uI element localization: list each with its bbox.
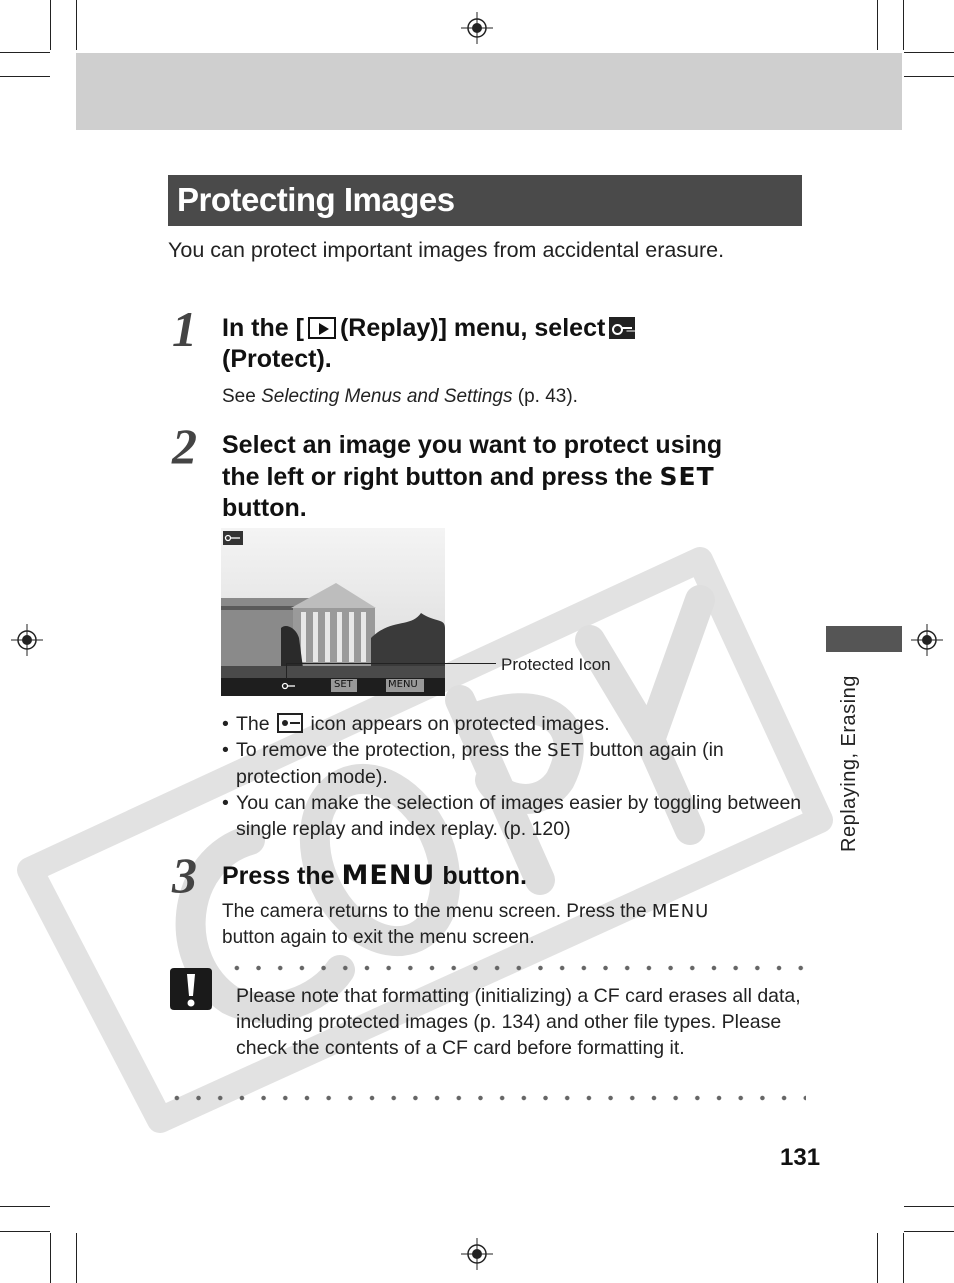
- crop-mark: [904, 76, 954, 77]
- set-button-glyph: SET: [547, 740, 584, 761]
- bullet-text: To remove the protection, press the: [236, 739, 542, 761]
- step-heading-text: Select an image you want to protect using: [222, 431, 723, 459]
- crop-mark: [0, 76, 50, 77]
- crop-mark: [877, 0, 878, 50]
- cross-reference: Selecting Menus and Settings: [261, 386, 513, 407]
- step-bullets: [222, 711, 802, 842]
- page-number: 131: [780, 1144, 821, 1171]
- dotted-divider: [226, 965, 806, 971]
- bullet-text: You can make the selection of images easier by toggling between single replay and index replay. (p. 120): [236, 792, 802, 840]
- section-label: Replaying, Erasing: [838, 675, 860, 852]
- crop-mark: [877, 1233, 878, 1283]
- step-number: 1: [172, 301, 197, 357]
- notice-text: Please note that formatting (initializing) a CF card erases all data, including protected images (p. 134) and other file types. Please check the contents of a CF card before formatting it.: [236, 985, 801, 1059]
- protect-key-icon: [609, 317, 635, 339]
- bullet-text: The: [236, 713, 270, 735]
- crop-mark: [0, 52, 50, 53]
- crop-mark: [903, 1233, 904, 1283]
- camera-screen-image: [221, 528, 445, 696]
- bullet-text: icon appears on protected images.: [310, 713, 610, 735]
- step-heading-text: (Replay)] menu, select: [339, 314, 606, 342]
- header-band: [76, 53, 902, 130]
- step-heading-text: Press the: [222, 862, 335, 890]
- step-heading: [222, 860, 527, 892]
- bullet-text: button again (in protection mode).: [236, 739, 724, 788]
- crop-mark: [0, 1231, 50, 1232]
- crop-mark: [50, 1233, 51, 1283]
- exclamation-icon: [168, 966, 214, 1012]
- page-title-bar: [168, 175, 802, 226]
- step-subtext: [222, 384, 578, 410]
- set-button-glyph: SET: [659, 462, 715, 491]
- page-title: Protecting Images: [177, 181, 455, 218]
- sub-text: (p. 43).: [512, 386, 578, 407]
- step-heading-text: In the [: [222, 314, 304, 342]
- crop-mark: [0, 1206, 50, 1207]
- crop-mark: [904, 52, 954, 53]
- crop-mark: [904, 1231, 954, 1232]
- step-heading-text: button.: [442, 862, 527, 890]
- building-photo: [221, 528, 445, 696]
- crop-mark: [903, 0, 904, 50]
- bullet-item: [222, 711, 802, 737]
- section-tab: [826, 626, 902, 652]
- step-number: 3: [172, 847, 197, 903]
- step-heading-text: the left or right button and press the: [222, 463, 660, 491]
- protect-key-icon: [277, 713, 303, 733]
- step-heading: [222, 430, 812, 524]
- step-subtext: [222, 899, 802, 951]
- menu-button-glyph: MENU: [651, 901, 710, 922]
- sub-text: button again to exit the menu screen.: [222, 927, 535, 948]
- step-number: 2: [172, 418, 197, 474]
- crop-mark: [76, 0, 77, 50]
- callout-leader: [286, 663, 496, 664]
- bullet-item: [222, 790, 802, 842]
- crop-mark: [904, 1206, 954, 1207]
- screen-menu-label: MENU: [388, 679, 418, 690]
- crop-mark: [50, 0, 51, 50]
- registration-mark-icon: [11, 624, 43, 656]
- bullet-item: [222, 737, 802, 790]
- replay-icon: [308, 317, 336, 339]
- registration-mark-icon: [461, 12, 493, 44]
- callout-leader: [286, 663, 287, 679]
- intro-text: You can protect important images from accidental erasure.: [168, 238, 725, 262]
- crop-mark: [76, 1233, 77, 1283]
- step-heading-text: (Protect).: [222, 345, 332, 373]
- screen-set-label: SET: [334, 679, 353, 690]
- dotted-divider: [166, 1095, 806, 1101]
- registration-mark-icon: [461, 1238, 493, 1270]
- step-heading-text: button.: [222, 494, 307, 522]
- menu-button-glyph: MENU: [341, 860, 436, 891]
- sub-text: The camera returns to the menu screen. Press the: [222, 901, 647, 922]
- sub-text: See: [222, 386, 262, 407]
- step-heading: [222, 313, 782, 375]
- callout-label: Protected Icon: [501, 655, 611, 674]
- registration-mark-icon: [911, 624, 943, 656]
